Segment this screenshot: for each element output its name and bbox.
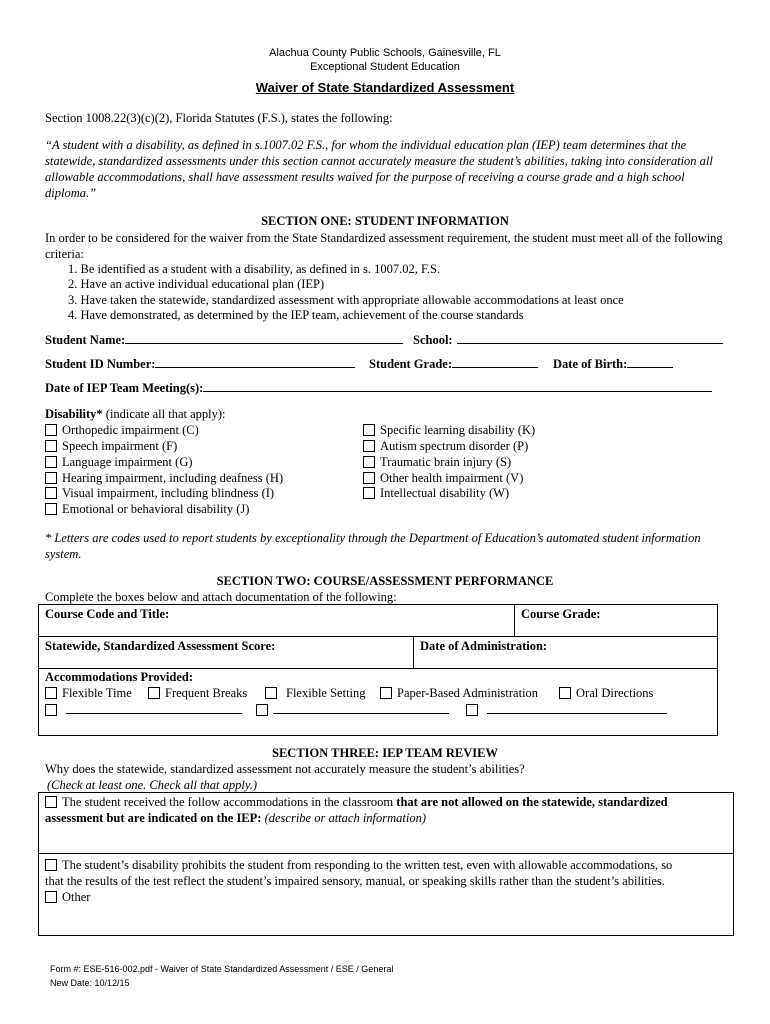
exceptionality-footnote: * Letters are codes used to report students by exceptionality through the Department of Education’s automated student information system. <box>45 531 701 561</box>
section-one-heading: SECTION ONE: STUDENT INFORMATION <box>261 214 509 228</box>
disability-option[interactable] <box>45 439 177 454</box>
checkbox[interactable] <box>45 687 57 699</box>
disability-option-label: Hearing impairment, including deafness (H) <box>62 471 284 485</box>
student-grade-field[interactable] <box>369 356 538 372</box>
iep-date-field[interactable] <box>45 380 712 396</box>
form-date: New Date: 10/12/15 <box>50 978 130 988</box>
disability-option[interactable] <box>363 423 535 438</box>
other-accommodation-1[interactable] <box>45 702 242 718</box>
table-divider <box>38 668 718 669</box>
checkbox[interactable] <box>45 424 57 436</box>
accommodation-label: Flexible Time <box>62 686 132 700</box>
review-option-1[interactable] <box>45 795 668 810</box>
disability-option[interactable] <box>363 439 528 454</box>
section-two-heading: SECTION TWO: COURSE/ASSESSMENT PERFORMANCE <box>216 574 554 588</box>
statute-quote: “A student with a disability, as defined in s.1007.02 F.S., for whom the individual education plan (IEP) team determines that the statewide, standardized assessments under this section cannot accurately measure the student’s abilities, taking into consideration all allowable accommodations, shall have assessment results waived for the purpose of receiving a course grade and a high school diploma.” <box>45 138 713 200</box>
accommodation-option[interactable] <box>148 686 247 701</box>
assessment-score-cell[interactable]: Statewide, Standardized Assessment Score: <box>45 639 276 653</box>
disability-option-label: Autism spectrum disorder (P) <box>380 439 529 453</box>
checkbox[interactable] <box>363 472 375 484</box>
disability-option[interactable] <box>45 486 274 501</box>
accommodations-label: Accommodations Provided: <box>45 670 194 684</box>
checkbox[interactable] <box>265 687 277 699</box>
dob-label: Date of Birth: <box>553 357 628 371</box>
review-option-text: Other <box>62 890 91 904</box>
student-id-line[interactable] <box>155 356 355 368</box>
review-option-1-cont <box>45 811 426 826</box>
checkbox[interactable] <box>45 440 57 452</box>
accommodation-option[interactable] <box>45 686 132 701</box>
checkbox[interactable] <box>559 687 571 699</box>
criteria-item: 3. Have taken the statewide, standardized assessment with appropriate allowable accommodations at least once <box>68 293 624 307</box>
disability-option-label: Emotional or behavioral disability (J) <box>62 502 250 516</box>
checkbox[interactable] <box>45 487 57 499</box>
criteria-item: 4. Have demonstrated, as determined by the IEP team, achievement of the course standards <box>68 308 524 322</box>
disability-option-label: Language impairment (G) <box>62 455 193 469</box>
iep-date-label: Date of IEP Team Meeting(s): <box>45 381 204 395</box>
criteria-item: 1. Be identified as a student with a disability, as defined in s. 1007.02, F.S. <box>68 262 441 276</box>
other-accommodation-2[interactable] <box>256 702 449 718</box>
disability-option[interactable] <box>45 471 283 486</box>
checkbox[interactable] <box>45 456 57 468</box>
checkbox[interactable] <box>363 424 375 436</box>
section-three-heading: SECTION THREE: IEP TEAM REVIEW <box>272 746 498 760</box>
accommodation-option[interactable] <box>265 686 366 701</box>
review-option-2-cont: that the results of the test reflect the student’s impaired sensory, manual, or speaking skills rather than the student’s abilities. <box>45 874 665 888</box>
student-id-field[interactable] <box>45 356 355 372</box>
table-divider <box>514 604 515 636</box>
disability-option-label: Other health impairment (V) <box>380 471 524 485</box>
student-name-label: Student Name: <box>45 333 126 347</box>
checkbox[interactable] <box>466 704 478 716</box>
review-option-text: The student received the follow accommodations in the classroom <box>62 795 397 809</box>
disability-option[interactable] <box>363 486 509 501</box>
org-name: Alachua County Public Schools, Gainesville, FL <box>269 47 501 59</box>
accommodation-label: Frequent Breaks <box>165 686 248 700</box>
checkbox[interactable] <box>148 687 160 699</box>
student-id-label: Student ID Number: <box>45 357 156 371</box>
section-three-instruction: (Check at least one. Check all that apply.) <box>47 778 258 792</box>
form-number: Form #: ESE-516-002.pdf - Waiver of State Standardized Assessment / ESE / General <box>50 964 394 974</box>
student-grade-line[interactable] <box>452 356 538 368</box>
table-divider <box>38 636 718 637</box>
checkbox[interactable] <box>363 456 375 468</box>
disability-option[interactable] <box>45 502 249 517</box>
disability-hint: (indicate all that apply): <box>102 407 226 421</box>
other-accommodation-line[interactable] <box>273 702 449 714</box>
accommodation-label: Oral Directions <box>576 686 654 700</box>
statute-reference: Section 1008.22(3)(c)(2), Florida Statutes (F.S.), states the following: <box>45 111 393 125</box>
section-three-question: Why does the statewide, standardized assessment not accurately measure the student’s abilities? <box>45 762 525 776</box>
disability-option-label: Specific learning disability (K) <box>380 423 536 437</box>
section-two-lead: Complete the boxes below and attach documentation of the following: <box>45 590 397 604</box>
student-name-field[interactable] <box>45 332 403 348</box>
review-option-other[interactable] <box>45 890 90 905</box>
checkbox[interactable] <box>45 704 57 716</box>
review-divider <box>38 853 734 854</box>
section-one-lead: In order to be considered for the waiver from the State Standardized assessment requirement, the student must meet all of the following criteria: <box>45 231 723 261</box>
school-field[interactable] <box>413 332 723 348</box>
disability-option-label: Visual impairment, including blindness (I) <box>62 486 275 500</box>
admin-date-cell[interactable]: Date of Administration: <box>420 639 548 653</box>
review-option-emphasis: that are not allowed on the statewide, standardized <box>396 795 668 809</box>
department-name: Exceptional Student Education <box>310 61 460 73</box>
disability-option[interactable] <box>363 455 511 470</box>
checkbox[interactable] <box>45 503 57 515</box>
dob-field[interactable] <box>553 356 673 372</box>
other-accommodation-line[interactable] <box>487 702 667 714</box>
checkbox[interactable] <box>363 440 375 452</box>
checkbox[interactable] <box>45 796 57 808</box>
accommodation-option[interactable] <box>380 686 538 701</box>
review-option-hint: (describe or attach information) <box>261 811 427 825</box>
course-code-cell[interactable]: Course Code and Title: <box>45 607 170 621</box>
disability-option-label: Speech impairment (F) <box>62 439 178 453</box>
checkbox[interactable] <box>363 487 375 499</box>
checkbox[interactable] <box>45 472 57 484</box>
student-name-line[interactable] <box>125 332 403 344</box>
disability-option[interactable] <box>363 471 523 486</box>
accommodation-label: Paper-Based Administration <box>397 686 539 700</box>
checkbox[interactable] <box>45 859 57 871</box>
disability-option-label: Traumatic brain injury (S) <box>380 455 512 469</box>
dob-line[interactable] <box>627 356 673 368</box>
disability-option-label: Intellectual disability (W) <box>380 486 510 500</box>
disability-option-label: Orthopedic impairment (C) <box>62 423 199 437</box>
disability-option[interactable] <box>45 455 193 470</box>
review-option-2[interactable] <box>45 858 672 873</box>
iep-date-line[interactable] <box>203 380 712 392</box>
other-accommodation-line[interactable] <box>66 702 242 714</box>
disability-heading <box>45 407 226 422</box>
school-line[interactable] <box>457 332 723 344</box>
course-grade-cell[interactable]: Course Grade: <box>521 607 601 621</box>
checkbox[interactable] <box>380 687 392 699</box>
disability-label: Disability* <box>45 407 103 421</box>
student-grade-label: Student Grade: <box>369 357 452 371</box>
review-option-text: The student’s disability prohibits the student from responding to the written test, even with allowable accommodations, so <box>62 858 673 872</box>
disability-option[interactable] <box>45 423 199 438</box>
checkbox[interactable] <box>45 891 57 903</box>
criteria-item: 2. Have an active individual educational plan (IEP) <box>68 277 325 291</box>
accommodation-label: Flexible Setting <box>286 686 366 700</box>
other-accommodation-3[interactable] <box>466 702 667 718</box>
page-title: Waiver of State Standardized Assessment <box>255 80 515 95</box>
checkbox[interactable] <box>256 704 268 716</box>
accommodation-option[interactable] <box>559 686 653 701</box>
review-option-emphasis: assessment but are indicated on the IEP: <box>45 811 262 825</box>
school-label: School: <box>413 333 453 347</box>
table-divider <box>413 636 414 668</box>
